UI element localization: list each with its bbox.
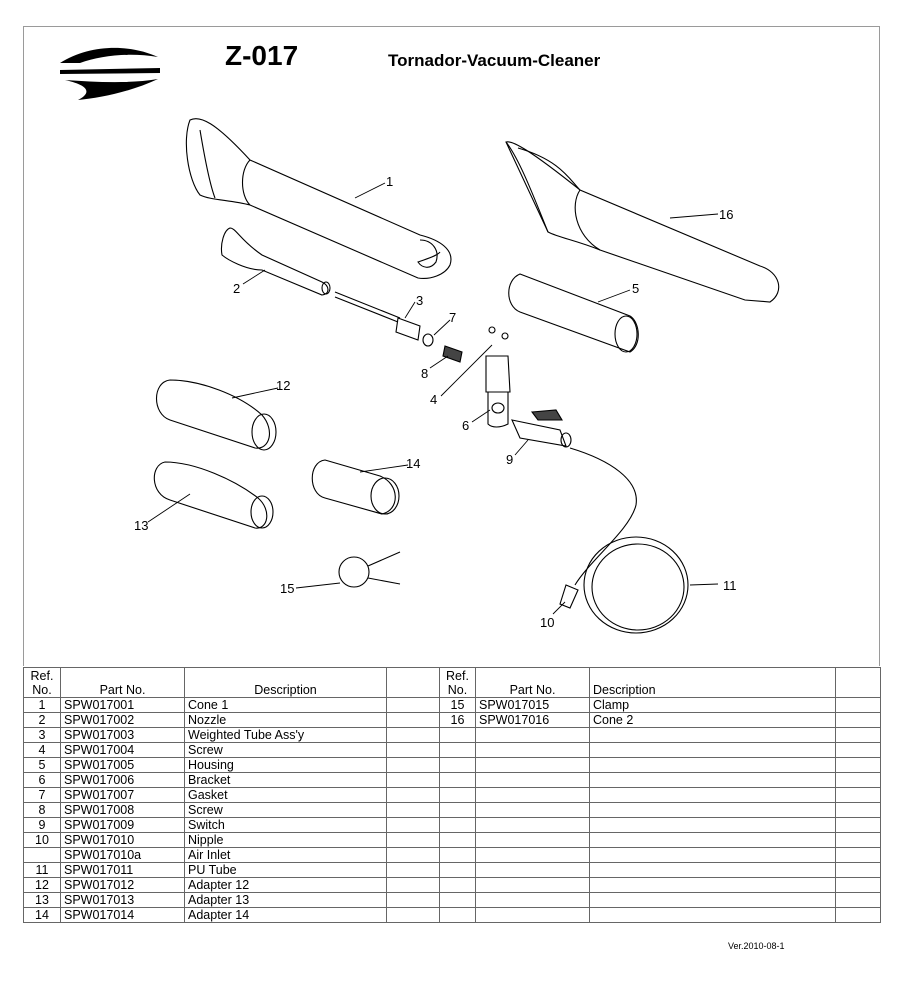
part-12-adapter bbox=[157, 380, 277, 450]
blank-cell bbox=[387, 848, 440, 863]
table-row bbox=[24, 818, 440, 833]
ref-cell bbox=[440, 758, 476, 773]
ref-cell: 16 bbox=[440, 713, 476, 728]
ref-cell: 11 bbox=[24, 863, 61, 878]
part-no-cell: SPW017011 bbox=[61, 863, 185, 878]
table-row bbox=[24, 713, 440, 728]
description-cell: Nozzle bbox=[185, 713, 387, 728]
table-row bbox=[440, 863, 881, 878]
part-no-cell bbox=[476, 773, 590, 788]
ref-cell: 15 bbox=[440, 698, 476, 713]
description-cell bbox=[590, 818, 836, 833]
description-cell: Adapter 13 bbox=[185, 893, 387, 908]
description-cell bbox=[590, 863, 836, 878]
callout-11: 11 bbox=[723, 578, 737, 593]
table-row bbox=[440, 833, 881, 848]
table-row bbox=[24, 908, 440, 923]
blank-cell bbox=[387, 893, 440, 908]
blank-cell bbox=[836, 728, 881, 743]
blank-cell bbox=[836, 788, 881, 803]
part-1-cone bbox=[186, 119, 451, 279]
blank-cell bbox=[387, 698, 440, 713]
description-cell: Nipple bbox=[185, 833, 387, 848]
description-cell: Switch bbox=[185, 818, 387, 833]
header-description: Description bbox=[185, 668, 387, 698]
blank-cell bbox=[387, 728, 440, 743]
description-cell: Cone 1 bbox=[185, 698, 387, 713]
ref-cell: 14 bbox=[24, 908, 61, 923]
ref-cell: 3 bbox=[24, 728, 61, 743]
callout-labels bbox=[134, 174, 737, 630]
callout-4: 4 bbox=[430, 392, 438, 407]
part-4-screw bbox=[489, 327, 508, 339]
table-row bbox=[24, 803, 440, 818]
blank-cell bbox=[387, 773, 440, 788]
ref-cell bbox=[440, 893, 476, 908]
part-no-cell bbox=[476, 758, 590, 773]
document-title: Tornador-Vacuum-Cleaner bbox=[388, 51, 601, 70]
part-no-cell bbox=[476, 818, 590, 833]
callout-16: 16 bbox=[719, 207, 734, 222]
table-row bbox=[24, 878, 440, 893]
part-8-screw bbox=[443, 346, 462, 362]
callout-8: 8 bbox=[421, 366, 429, 381]
description-cell: Cone 2 bbox=[590, 713, 836, 728]
description-cell: Clamp bbox=[590, 698, 836, 713]
part-no-cell: SPW017003 bbox=[61, 728, 185, 743]
header-blank bbox=[387, 668, 440, 698]
part-no-cell bbox=[476, 893, 590, 908]
parts-table-left bbox=[23, 667, 440, 923]
document-code: Z-017 bbox=[225, 40, 299, 71]
blank-cell bbox=[387, 818, 440, 833]
blank-cell bbox=[836, 908, 881, 923]
part-3-weighted-tube bbox=[335, 292, 420, 340]
version-label: Ver.2010-08-1 bbox=[728, 941, 785, 951]
table-row bbox=[24, 728, 440, 743]
ref-cell bbox=[440, 863, 476, 878]
ref-cell: 9 bbox=[24, 818, 61, 833]
table-row bbox=[24, 788, 440, 803]
ref-cell: 5 bbox=[24, 758, 61, 773]
table-row bbox=[24, 893, 440, 908]
ref-cell: 12 bbox=[24, 878, 61, 893]
part-no-cell: SPW017009 bbox=[61, 818, 185, 833]
table-row bbox=[440, 773, 881, 788]
table-row bbox=[440, 908, 881, 923]
description-cell bbox=[590, 848, 836, 863]
table-row bbox=[440, 893, 881, 908]
callout-3: 3 bbox=[416, 293, 424, 308]
description-cell: Adapter 14 bbox=[185, 908, 387, 923]
table-row bbox=[24, 833, 440, 848]
part-no-cell bbox=[476, 908, 590, 923]
table-row bbox=[440, 713, 881, 728]
description-cell bbox=[590, 758, 836, 773]
part-9-switch bbox=[512, 410, 571, 447]
ref-cell bbox=[440, 878, 476, 893]
part-no-cell: SPW017016 bbox=[476, 713, 590, 728]
description-cell bbox=[590, 893, 836, 908]
callout-14: 14 bbox=[406, 456, 421, 471]
ref-cell bbox=[440, 728, 476, 743]
part-no-cell bbox=[476, 743, 590, 758]
part-15-clamp bbox=[339, 552, 400, 587]
part-no-cell: SPW017010a bbox=[61, 848, 185, 863]
ref-cell bbox=[24, 848, 61, 863]
blank-cell bbox=[387, 833, 440, 848]
table-header-row bbox=[440, 668, 881, 698]
blank-cell bbox=[836, 833, 881, 848]
description-cell bbox=[590, 833, 836, 848]
ref-cell: 8 bbox=[24, 803, 61, 818]
blank-cell bbox=[836, 773, 881, 788]
part-11-pu-tube bbox=[570, 448, 688, 633]
ref-cell: 1 bbox=[24, 698, 61, 713]
ref-cell bbox=[440, 833, 476, 848]
callout-12: 12 bbox=[276, 378, 291, 393]
header-description: Description bbox=[590, 668, 836, 698]
part-16-cone bbox=[506, 142, 779, 302]
callout-2: 2 bbox=[233, 281, 241, 296]
part-no-cell: SPW017004 bbox=[61, 743, 185, 758]
description-cell: PU Tube bbox=[185, 863, 387, 878]
description-cell bbox=[590, 878, 836, 893]
callout-5: 5 bbox=[632, 281, 640, 296]
part-7-gasket bbox=[423, 334, 433, 346]
table-row bbox=[440, 698, 881, 713]
part-6-bracket bbox=[486, 356, 510, 427]
blank-cell bbox=[387, 713, 440, 728]
ref-cell bbox=[440, 773, 476, 788]
description-cell: Screw bbox=[185, 803, 387, 818]
table-row bbox=[440, 818, 881, 833]
part-no-cell: SPW017015 bbox=[476, 698, 590, 713]
ref-cell: 2 bbox=[24, 713, 61, 728]
table-row bbox=[440, 758, 881, 773]
table-row bbox=[24, 758, 440, 773]
callout-7: 7 bbox=[449, 310, 457, 325]
table-row bbox=[440, 788, 881, 803]
table-row bbox=[440, 878, 881, 893]
ref-cell bbox=[440, 788, 476, 803]
blank-cell bbox=[836, 758, 881, 773]
callout-6: 6 bbox=[462, 418, 470, 433]
blank-cell bbox=[836, 743, 881, 758]
blank-cell bbox=[836, 863, 881, 878]
blank-cell bbox=[836, 893, 881, 908]
description-cell bbox=[590, 908, 836, 923]
description-cell bbox=[590, 773, 836, 788]
part-no-cell bbox=[476, 803, 590, 818]
callout-1: 1 bbox=[386, 174, 394, 189]
description-cell bbox=[590, 728, 836, 743]
description-cell bbox=[590, 743, 836, 758]
description-cell: Gasket bbox=[185, 788, 387, 803]
description-cell: Housing bbox=[185, 758, 387, 773]
table-row bbox=[440, 848, 881, 863]
callout-9: 9 bbox=[506, 452, 514, 467]
table-row bbox=[24, 863, 440, 878]
blank-cell bbox=[836, 848, 881, 863]
brand-swoosh-logo bbox=[60, 48, 160, 100]
ref-cell bbox=[440, 803, 476, 818]
part-no-cell: SPW017012 bbox=[61, 878, 185, 893]
parts-table-right bbox=[439, 667, 881, 923]
description-cell bbox=[590, 803, 836, 818]
part-13-adapter bbox=[154, 462, 273, 528]
header-ref-no: Ref. No. bbox=[24, 668, 61, 698]
part-no-cell: SPW017010 bbox=[61, 833, 185, 848]
blank-cell bbox=[836, 698, 881, 713]
part-5-housing bbox=[509, 274, 639, 352]
table-row bbox=[440, 803, 881, 818]
part-no-cell bbox=[476, 728, 590, 743]
part-no-cell: SPW017002 bbox=[61, 713, 185, 728]
part-no-cell: SPW017001 bbox=[61, 698, 185, 713]
table-row bbox=[440, 743, 881, 758]
ref-cell bbox=[440, 818, 476, 833]
ref-cell: 6 bbox=[24, 773, 61, 788]
part-no-cell bbox=[476, 848, 590, 863]
ref-cell bbox=[440, 743, 476, 758]
blank-cell bbox=[387, 908, 440, 923]
description-cell: Air Inlet bbox=[185, 848, 387, 863]
table-row bbox=[440, 728, 881, 743]
blank-cell bbox=[836, 713, 881, 728]
blank-cell bbox=[836, 878, 881, 893]
ref-cell: 4 bbox=[24, 743, 61, 758]
callout-13: 13 bbox=[134, 518, 149, 533]
part-no-cell bbox=[476, 833, 590, 848]
table-header-row bbox=[24, 668, 440, 698]
blank-cell bbox=[836, 818, 881, 833]
blank-cell bbox=[836, 803, 881, 818]
description-cell: Screw bbox=[185, 743, 387, 758]
blank-cell bbox=[387, 878, 440, 893]
part-no-cell: SPW017007 bbox=[61, 788, 185, 803]
table-row bbox=[24, 743, 440, 758]
part-no-cell: SPW017006 bbox=[61, 773, 185, 788]
description-cell: Weighted Tube Ass'y bbox=[185, 728, 387, 743]
header-part-no: Part No. bbox=[61, 668, 185, 698]
part-no-cell: SPW017014 bbox=[61, 908, 185, 923]
header-ref-no: Ref. No. bbox=[440, 668, 476, 698]
table-row bbox=[24, 848, 440, 863]
header-part-no: Part No. bbox=[476, 668, 590, 698]
part-no-cell bbox=[476, 788, 590, 803]
ref-cell: 7 bbox=[24, 788, 61, 803]
ref-cell bbox=[440, 908, 476, 923]
header-blank bbox=[836, 668, 881, 698]
part-no-cell bbox=[476, 878, 590, 893]
ref-cell: 13 bbox=[24, 893, 61, 908]
blank-cell bbox=[387, 803, 440, 818]
description-cell: Adapter 12 bbox=[185, 878, 387, 893]
part-no-cell: SPW017005 bbox=[61, 758, 185, 773]
table-row bbox=[24, 773, 440, 788]
callout-15: 15 bbox=[280, 581, 295, 596]
part-no-cell: SPW017008 bbox=[61, 803, 185, 818]
blank-cell bbox=[387, 743, 440, 758]
part-no-cell: SPW017013 bbox=[61, 893, 185, 908]
description-cell: Bracket bbox=[185, 773, 387, 788]
blank-cell bbox=[387, 758, 440, 773]
table-row bbox=[24, 698, 440, 713]
description-cell bbox=[590, 788, 836, 803]
ref-cell bbox=[440, 848, 476, 863]
ref-cell: 10 bbox=[24, 833, 61, 848]
part-no-cell bbox=[476, 863, 590, 878]
blank-cell bbox=[387, 788, 440, 803]
callout-10: 10 bbox=[540, 615, 555, 630]
blank-cell bbox=[387, 863, 440, 878]
